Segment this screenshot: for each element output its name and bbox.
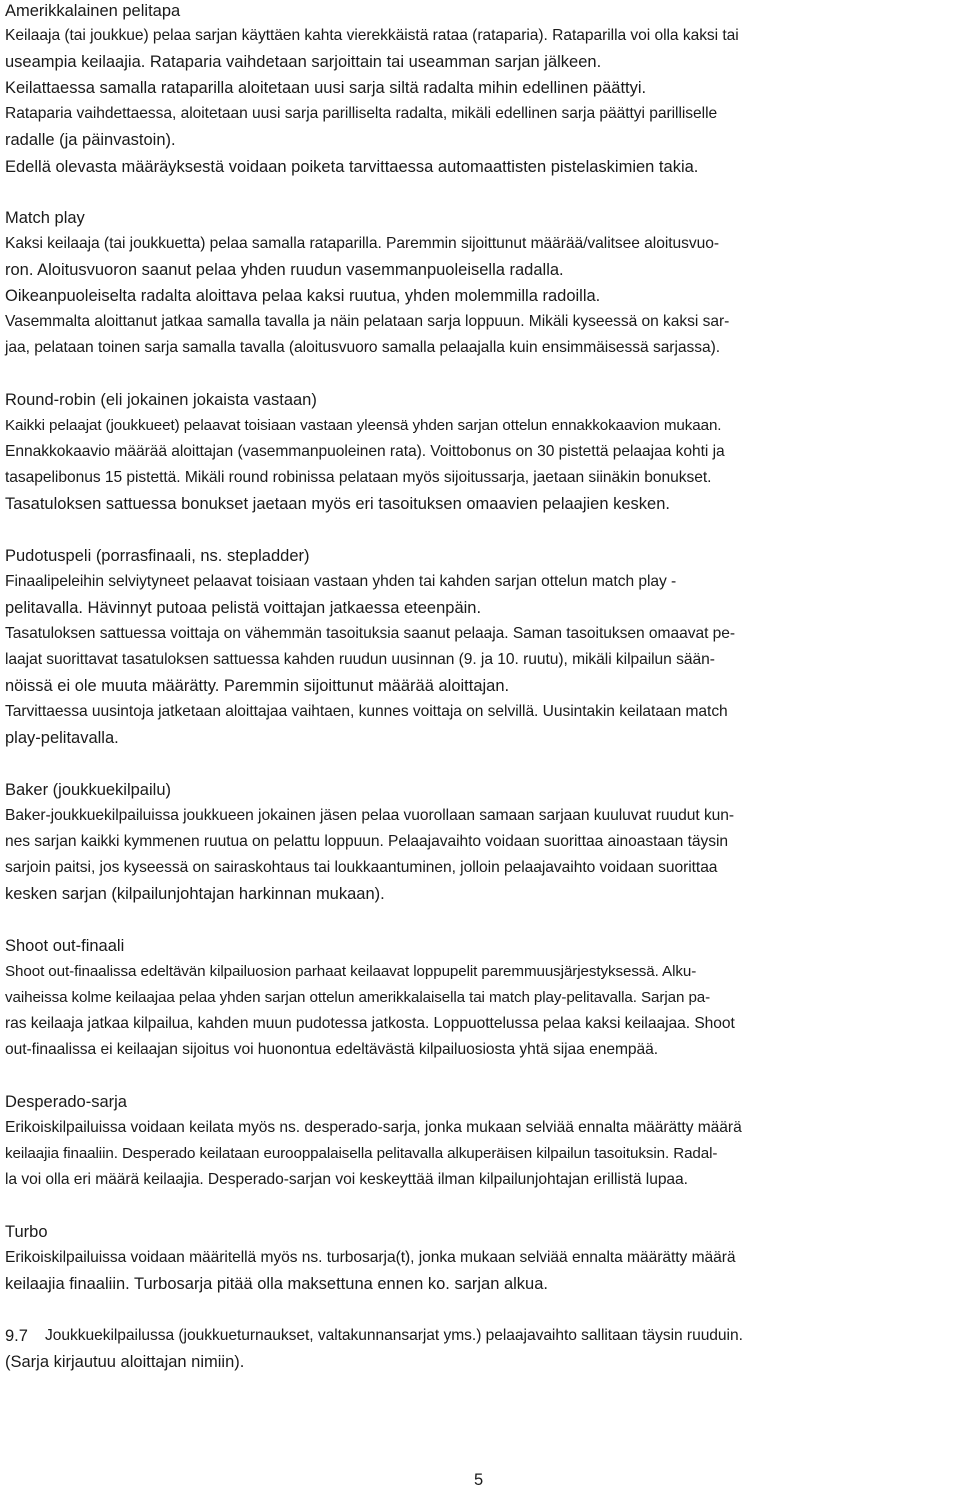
text-line: (Sarja kirjautuu aloittajan nimiin).: [5, 1353, 245, 1371]
text-line: Ennakkokaavio määrää aloittajan (vasemmanpuoleinen rata). Voittobonus on 30 pistettä pelaajaa kohti ja: [5, 443, 725, 460]
text-line: out-finaalissa ei keilaajan sijoitus voi huonontua edeltävästä kilpailuosiosta yhtä sijaa enempää.: [5, 1041, 659, 1058]
text-line: Shoot out-finaalissa edeltävän kilpailuosion parhaat keilaavat loppupelit paremmuusjärjestyksessä. Alku-: [5, 963, 697, 980]
text-line: Kaikki pelaajat (joukkueet) pelaavat toisiaan vastaan yleensä yhden sarjan ottelun ennakkokaavion mukaan.: [5, 417, 722, 434]
heading-desperado-sarja: Desperado-sarja: [5, 1093, 127, 1111]
text-line: Baker-joukkuekilpailuissa joukkueen jokainen jäsen pelaa vuorollaan samaan sarjaan kuuluvat ruudut kun-: [5, 807, 735, 824]
section-9-7: [0, 1325, 960, 1347]
text-line: la voi olla eri määrä keilaajia. Desperado-sarjan voi keskeyttää ilman kilpailunjohtajan erillistä lupaa.: [5, 1171, 688, 1188]
heading-match-play: Match play: [5, 209, 85, 227]
section-text: Joukkuekilpailussa (joukkueturnaukset, valtakunnansarjat yms.) pelaajavaihto sallitaan täysin ruuduin.: [45, 1327, 743, 1344]
text-line: keilaajia finaaliin. Turbosarja pitää olla maksettuna ennen ko. sarjan alkua.: [5, 1275, 548, 1293]
text-line: ras keilaaja jatkaa kilpailua, kahden muun pudotessa jatkosta. Loppuottelussa pelaa kaksi keilaajaa. Shoot: [5, 1015, 735, 1032]
text-line: radalle (ja päinvastoin).: [5, 131, 176, 149]
heading-baker: Baker (joukkuekilpailu): [5, 781, 171, 799]
heading-amerikkalainen-pelitapa: Amerikkalainen pelitapa: [5, 2, 181, 20]
text-line: Erikoiskilpailuissa voidaan määritellä myös ns. turbosarja(t), jonka mukaan selviää ennalta määrätty määrä: [5, 1249, 736, 1266]
text-line: pelitavalla. Hävinnyt putoaa pelistä voittajan jatkaessa eteenpäin.: [5, 599, 482, 617]
heading-shoot-out-finaali: Shoot out-finaali: [5, 937, 125, 955]
section-number: 9.7: [5, 1327, 28, 1345]
text-line: Kaksi keilaaja (tai joukkuetta) pelaa samalla rataparilla. Paremmin sijoittunut määrää/valitsee aloitusvuo-: [5, 235, 720, 252]
text-line: nöissä ei ole muuta määrätty. Paremmin sijoittunut määrää aloittajan.: [5, 677, 510, 695]
page-number: 5: [474, 1471, 484, 1489]
text-line: Erikoiskilpailuissa voidaan keilata myös ns. desperado-sarja, jonka mukaan selviää ennalta määrätty määrä: [5, 1119, 742, 1136]
text-line: play-pelitavalla.: [5, 729, 119, 747]
text-line: Vasemmalta aloittanut jatkaa samalla tavalla ja näin pelataan sarja loppuun. Mikäli kyseessä on kaksi sar-: [5, 313, 730, 330]
heading-round-robin: Round-robin (eli jokainen jokaista vastaan): [5, 391, 317, 409]
heading-turbo: Turbo: [5, 1223, 48, 1241]
text-line: Tasatuloksen sattuessa bonukset jaetaan myös eri tasoituksen omaavien pelaajien kesken.: [5, 495, 670, 513]
text-line: nes sarjan kaikki kymmenen ruutua on pelattu loppuun. Pelaajavaihto voidaan suorittaa ainoastaan täysin: [5, 833, 729, 850]
text-line: kesken sarjan (kilpailunjohtajan harkinnan mukaan).: [5, 885, 385, 903]
text-line: vaiheissa kolme keilaajaa pelaa yhden sarjan ottelun amerikkalaisella tai match play-pelitavalla. Sarjan pa-: [5, 989, 711, 1006]
text-line: ron. Aloitusvuoron saanut pelaa yhden ruudun vasemmanpuoleisella radalla.: [5, 261, 564, 279]
heading-pudotuspeli: Pudotuspeli (porrasfinaali, ns. stepladder): [5, 547, 310, 565]
text-line: Finaalipeleihin selviytyneet pelaavat toisiaan vastaan yhden tai kahden sarjan ottelun match play -: [5, 573, 677, 590]
text-line: Rataparia vaihdettaessa, aloitetaan uusi sarja parilliselta radalta, mikäli edellinen sarja päättyi parilliselle: [5, 105, 718, 122]
text-line: useampia keilaajia. Rataparia vaihdetaan sarjoittain tai useamman sarjan jälkeen.: [5, 53, 602, 71]
text-line: keilaajia finaaliin. Desperado keilataan eurooppalaisella pelitavalla alkuperäisen kilpailun tasoituksin. Radal-: [5, 1145, 718, 1162]
text-line: jaa, pelataan toinen sarja samalla tavalla (aloitusvuoro samalla pelaajalla kuin ensimmäisessä sarjassa).: [5, 339, 721, 356]
text-line: Keilattaessa samalla rataparilla aloitetaan uusi sarja siltä radalta mihin edellinen päättyi.: [5, 79, 647, 97]
text-line: Tarvittaessa uusintoja jatketaan aloittajaa vaihtaen, kunnes voittaja on selvillä. Uusintakin keilataan match: [5, 703, 728, 720]
text-line: tasapelibonus 15 pistettä. Mikäli round robinissa pelataan myös sijoitussarja, jaetaan siinäkin bonukset.: [5, 469, 712, 486]
text-line: Tasatuloksen sattuessa voittaja on vähemmän tasoituksia saanut pelaaja. Saman tasoituksen omaavat pe-: [5, 625, 736, 642]
text-line: Oikeanpuoleiselta radalta aloittava pelaa kaksi ruutua, yhden molemmilla radoilla.: [5, 287, 601, 305]
text-line: sarjoin paitsi, jos kyseessä on sairaskohtaus tai loukkaantuminen, jolloin pelaajavaihto voidaan suorittaa: [5, 859, 718, 876]
text-line: Keilaaja (tai joukkue) pelaa sarjan käyttäen kahta vierekkäistä rataa (rataparia). Rataparilla voi olla kaksi tai: [5, 27, 739, 44]
text-line: Edellä olevasta määräyksestä voidaan poiketa tarvittaessa automaattisten pistelaskimien takia.: [5, 158, 699, 176]
text-line: laajat suorittavat tasatuloksen sattuessa kahden ruudun uusinnan (9. ja 10. ruutu), mikäli kilpailun sään-: [5, 651, 715, 668]
